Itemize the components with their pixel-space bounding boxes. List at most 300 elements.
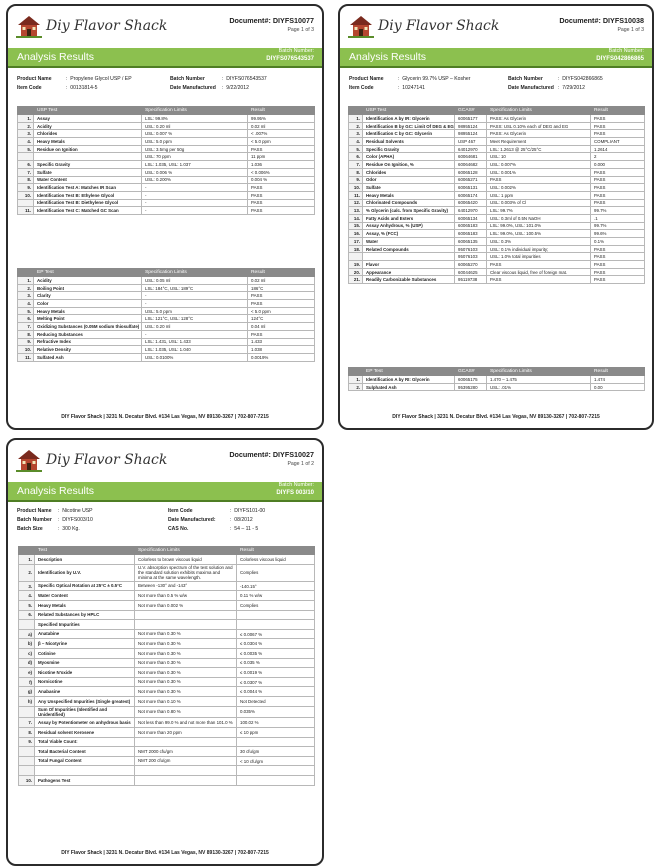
brand-name: Diy Flavor Shack (378, 18, 500, 34)
table-cell (135, 620, 237, 630)
table-cell: 0.02 ml (248, 277, 315, 285)
test-name: Identification A by RI: Glycerin (363, 376, 455, 384)
table-cell: < 0.006% (248, 168, 315, 176)
table-cell: USL: 0.003% of Cl (487, 199, 591, 207)
row-number: 7. (18, 168, 34, 176)
test-name: Assay (34, 115, 142, 123)
table-cell: - (142, 184, 248, 192)
table-cell: 60065183 (455, 222, 487, 230)
table-row (18, 300, 315, 308)
row-number: 6. (18, 161, 34, 169)
table-cell (135, 775, 237, 785)
table-cell: USL: 1 ppm (487, 191, 591, 199)
column-header: GCAS# (455, 107, 487, 115)
table-cell: Not more than 0.30 % (135, 687, 237, 697)
table-cell: 0.000 (591, 161, 645, 169)
table-cell (237, 737, 315, 747)
table-cell: 1.2614 (591, 145, 645, 153)
section-title: Analysis Results (17, 51, 95, 63)
table-cell: < 5.0 ppm (248, 307, 315, 315)
table-cell: .1 (591, 214, 645, 222)
table-cell: 60065131 (455, 184, 487, 192)
row-number: 18. (349, 245, 363, 253)
table-cell: Not more than 0.002 % (135, 601, 237, 611)
table-cell: 64012970 (455, 145, 487, 153)
table-row (19, 668, 315, 678)
info-value: : Nicotine USP (58, 508, 93, 514)
info-label: Date Manufactured (508, 85, 554, 91)
table-row (19, 775, 315, 785)
test-name: Identification by U.V. (35, 564, 135, 581)
test-name: Sulfate (34, 168, 142, 176)
row-number: 8. (18, 176, 34, 184)
row-number: 4. (19, 591, 35, 601)
row-number: 5. (349, 145, 363, 153)
table-cell: USL: 0.20 ml (142, 122, 248, 130)
row-number (19, 706, 35, 718)
test-name: Sulfated Ash (34, 353, 142, 361)
row-number: 10. (18, 191, 34, 199)
table-cell: PASS (591, 168, 645, 176)
table-cell: USL: 0.002% (487, 184, 591, 192)
info-label: Item Code (349, 85, 374, 91)
table-row (18, 307, 315, 315)
test-name: Flavor (363, 261, 455, 269)
info-value: : 54 – 11 - 5 (230, 526, 259, 532)
test-name: Chlorides (363, 168, 455, 176)
info-value: : 08/2012 (230, 517, 253, 523)
test-name: Relative Density (34, 346, 142, 354)
row-number: g) (19, 687, 35, 697)
row-number: 1. (349, 115, 363, 123)
column-header (18, 107, 34, 115)
column-header: Specification Limits (487, 107, 591, 115)
table-cell: 99.7% (591, 207, 645, 215)
info-label: Product Name (349, 76, 384, 82)
table-cell: Not more than 20 ppm (135, 727, 237, 737)
table-cell: ≤ 0.0307 % (237, 677, 315, 687)
table-cell: -140.15° (237, 581, 315, 591)
table-cell: ≤ 0.0019 % (237, 668, 315, 678)
row-number: 3. (19, 581, 35, 591)
table-row (18, 338, 315, 346)
table-row (18, 277, 315, 285)
test-name: Specific Optical Rotation at 25°C ± 0.5°C (35, 581, 135, 591)
test-name: Clarity (34, 292, 142, 300)
table-cell: PASS (248, 207, 315, 215)
shack-logo-icon (348, 14, 374, 38)
table-cell: LSL: 121°C, USL: 128°C (142, 315, 248, 323)
info-label: Batch Number (508, 76, 543, 82)
row-number: 1. (349, 376, 363, 384)
info-value: : DIYFS042866865 (558, 76, 603, 82)
table-cell (135, 737, 237, 747)
test-name: Residue On Ignition, % (363, 161, 455, 169)
row-number: 2. (19, 564, 35, 581)
coa-propylene-glycol (6, 4, 324, 430)
test-name (35, 766, 135, 776)
table-cell: 60064682 (455, 161, 487, 169)
table-cell: PASS (591, 268, 645, 276)
table-row (19, 677, 315, 687)
table-cell: 60065271 (455, 176, 487, 184)
table-row (19, 727, 315, 737)
table-cell: 60065135 (455, 238, 487, 246)
row-number: 16. (349, 230, 363, 238)
row-number: e) (19, 668, 35, 678)
table-row (349, 276, 645, 284)
batch-label: Batch Number: (278, 482, 314, 488)
test-name: Nornicotine (35, 677, 135, 687)
table-cell: ≤ 0.0304 % (237, 639, 315, 649)
column-header: USP Test (34, 107, 142, 115)
table-cell: Not more than 0.5 % w/w (135, 591, 237, 601)
column-header (349, 107, 363, 115)
test-name: Total Bacterial Content (35, 747, 135, 757)
document-header (8, 440, 322, 482)
table-cell: Meet Requirement (487, 138, 591, 146)
table-cell: USL: 0.007 % (142, 130, 248, 138)
table-cell: USL: 3.5mg per 50g (142, 145, 248, 153)
row-number: 4. (18, 138, 34, 146)
row-number: 5. (18, 307, 34, 315)
section-title: Analysis Results (349, 51, 427, 63)
table-cell: Colorless to brown viscous liquid (135, 555, 237, 565)
column-header: EP Test (34, 269, 142, 277)
table-cell: 60065128 (455, 168, 487, 176)
test-name: Identification B by GC: Limit Of DEG & EG (363, 122, 455, 130)
batch-label: Batch Number: (608, 48, 644, 54)
table-row (19, 706, 315, 718)
table-row (349, 238, 645, 246)
table-cell: Not more than 0.30 % (135, 639, 237, 649)
table-cell: PASS (591, 199, 645, 207)
table-cell: USL: 5.0 ppm (142, 307, 248, 315)
table-row (349, 191, 645, 199)
table-cell: PASS (248, 191, 315, 199)
table-row (349, 253, 645, 261)
usp-test-table (348, 106, 645, 284)
test-name: Residue on Ignition (34, 145, 142, 153)
table-cell: ≤ 0.035 % (237, 658, 315, 668)
test-name: Identification C by GC: Glycerin (363, 130, 455, 138)
row-number: 4. (349, 138, 363, 146)
table-cell: 95395280 (455, 383, 487, 391)
info-value: : 10247141 (398, 85, 425, 91)
test-name: Water Content (35, 591, 135, 601)
row-number: 6. (19, 610, 35, 620)
table-row (349, 214, 645, 222)
table-cell: LSL: 1.431, USL: 1.433 (142, 338, 248, 346)
table-cell: PASS (591, 276, 645, 284)
table-cell: USL: .01% (487, 383, 591, 391)
document-number: Document#: DIYFS10077 (229, 16, 314, 25)
row-number: a) (19, 629, 35, 639)
row-number: c) (19, 648, 35, 658)
row-number: 9. (18, 184, 34, 192)
table-cell: Between -130° and -143° (135, 581, 237, 591)
table-cell: 99.6% (591, 230, 645, 238)
table-row (19, 620, 315, 630)
row-number: 6. (18, 315, 34, 323)
table-cell: PASS (248, 199, 315, 207)
row-number (18, 199, 34, 207)
table-cell: Not more than 0.10 % (135, 696, 237, 706)
row-number: 8. (18, 330, 34, 338)
test-name: Identification Test B: Ethylene Glycol (34, 191, 142, 199)
test-name: Chlorides (34, 130, 142, 138)
table-cell: 95076103 (455, 253, 487, 261)
table-row (19, 601, 315, 611)
row-number (19, 620, 35, 630)
row-number: 3. (18, 292, 34, 300)
table-cell: 60065175 (455, 376, 487, 384)
table-cell: 0.00 (591, 383, 645, 391)
section-title: Analysis Results (17, 485, 95, 497)
table-cell: PASS (248, 330, 315, 338)
footer-address: DIY Flavor Shack | 3231 N. Decatur Blvd. #134 Las Vegas, NV 89130-3267 | 702-807-7215 (61, 850, 269, 856)
info-value: : 9/22/2012 (222, 85, 249, 91)
table-cell: < 5.0 ppm (248, 138, 315, 146)
table-cell: USL: 0.0100% (142, 353, 248, 361)
table-cell: 60064681 (455, 153, 487, 161)
row-number: 1. (19, 555, 35, 565)
table-row (19, 696, 315, 706)
table-cell: PASS (591, 253, 645, 261)
info-label: Date Manufactured: (168, 517, 216, 523)
row-number: 7. (349, 161, 363, 169)
table-cell: 95119738 (455, 276, 487, 284)
column-header: Result (591, 368, 645, 376)
product-info (8, 68, 322, 104)
table-row (18, 284, 315, 292)
footer-address: DIY Flavor Shack | 3231 N. Decatur Blvd. #134 Las Vegas, NV 89130-3267 | 702-807-7215 (392, 414, 600, 420)
table-cell: - (142, 330, 248, 338)
table-cell (237, 775, 315, 785)
table-row (18, 153, 315, 161)
table-cell: USL: 0.007% (487, 161, 591, 169)
table-row (19, 718, 315, 728)
table-row (19, 756, 315, 766)
info-label: Item Code (168, 508, 193, 514)
shack-logo-icon (16, 448, 42, 472)
table-row (349, 383, 645, 391)
table-row (18, 199, 315, 207)
table-row (18, 353, 315, 361)
table-cell: ≤ 0.0035 % (237, 648, 315, 658)
table-row (19, 639, 315, 649)
table-row (349, 261, 645, 269)
table-row (18, 323, 315, 331)
table-cell: < .007% (248, 130, 315, 138)
table-row (349, 122, 645, 130)
table-cell: PASS (248, 145, 315, 153)
table-header-row (349, 107, 645, 115)
table-cell: PASS: As Glycerin (487, 130, 591, 138)
test-name: Specific Gravity (34, 161, 142, 169)
info-value: : 300 Kg. (58, 526, 80, 532)
row-number: 21. (349, 276, 363, 284)
table-cell: USL: 70 ppm (142, 153, 248, 161)
table-cell: Not more than 0.80 % (135, 706, 237, 718)
row-number: 3. (349, 130, 363, 138)
info-label: Product Name (17, 76, 52, 82)
test-name: Heavy Metals (34, 307, 142, 315)
document-header (340, 6, 652, 48)
test-name: Description (35, 555, 135, 565)
info-value: : DIYFS003/10 (58, 517, 93, 523)
row-number (19, 766, 35, 776)
info-label: CAS No. (168, 526, 189, 532)
row-number: 13. (349, 207, 363, 215)
table-row (19, 581, 315, 591)
table-cell: 0.04 ml (248, 323, 315, 331)
row-number (18, 153, 34, 161)
table-row (349, 145, 645, 153)
row-number: 9. (18, 338, 34, 346)
test-name: Total Viable Count: (35, 737, 135, 747)
table-row (18, 330, 315, 338)
column-header: Specification Limits (487, 368, 591, 376)
row-number: 10. (19, 775, 35, 785)
column-header: Specification Limits (135, 547, 237, 555)
table-cell: 100.02 % (237, 718, 315, 728)
test-name: Odor (363, 176, 455, 184)
table-cell: Not more than 0.30 % (135, 648, 237, 658)
test-name: β – Nicotyrine (35, 639, 135, 649)
table-row (18, 184, 315, 192)
table-row (19, 591, 315, 601)
table-cell: PASS (591, 122, 645, 130)
test-name: Acidity (34, 122, 142, 130)
product-info (340, 68, 652, 104)
table-cell: NMT 200 cfu/gm (135, 756, 237, 766)
usp-test-table (17, 106, 315, 215)
table-row (349, 245, 645, 253)
table-cell: PASS (487, 276, 591, 284)
table-cell: 64012970 (455, 207, 487, 215)
test-name: Melting Point (34, 315, 142, 323)
test-name: Anatabine (35, 629, 135, 639)
table-row (18, 115, 315, 123)
test-name: Fatty Acids and Esters (363, 214, 455, 222)
table-cell: USL: 0.200% (142, 176, 248, 184)
column-header: EP Test (363, 368, 455, 376)
test-name: Anabasine (35, 687, 135, 697)
table-cell: ≤ 0.0067 % (237, 629, 315, 639)
brand-name: Diy Flavor Shack (46, 18, 168, 34)
row-number: 20. (349, 268, 363, 276)
table-cell: PASS (591, 191, 645, 199)
table-cell: PASS: As Glycerin (487, 115, 591, 123)
table-cell: USL: 0.3ml of 0.5N NaOH (487, 214, 591, 222)
table-cell: PASS (487, 176, 591, 184)
test-name: Specified Impurities (35, 620, 135, 630)
table-cell: 0.11 % w/w (237, 591, 315, 601)
table-cell: 1.036 (248, 161, 315, 169)
table-cell: PASS (591, 245, 645, 253)
test-name: Heavy Metals (363, 191, 455, 199)
table-cell: PASS (591, 261, 645, 269)
table-cell: LSL: 99.0%, USL: 101.0% (487, 222, 591, 230)
page-number: Page 1 of 3 (617, 27, 644, 33)
test-name: Oxidizing Substances (0.05M sodium thiosulfate) (34, 323, 142, 331)
document-number: Document#: DIYFS10038 (559, 16, 644, 25)
batch-value: DIYFS 003/10 (276, 490, 314, 496)
test-name: Color (APHA) (363, 153, 455, 161)
table-cell: USL: 0.20 ml (142, 323, 248, 331)
batch-value: DIYFS042866865 (596, 56, 644, 62)
coa-glycerin (338, 4, 654, 430)
table-cell: LSL: 1.035, USL: 1.037 (142, 161, 248, 169)
test-name: Cotinine (35, 648, 135, 658)
table-cell: NMT 2000 cfu/gm (135, 747, 237, 757)
test-name: Specific Gravity (363, 145, 455, 153)
test-name (363, 253, 455, 261)
document-number: Document#: DIYFS10027 (229, 450, 314, 459)
row-number: 1. (18, 115, 34, 123)
table-row (18, 122, 315, 130)
test-name: Heavy Metals (34, 138, 142, 146)
table-row (18, 346, 315, 354)
table-cell: - (142, 207, 248, 215)
nicotine-test-table (18, 546, 315, 786)
row-number (349, 253, 363, 261)
table-cell: LSL: 99.8% (142, 115, 248, 123)
column-header (349, 368, 363, 376)
test-name: Residual Solvents (363, 138, 455, 146)
row-number: 2. (349, 122, 363, 130)
test-name: Color (34, 300, 142, 308)
table-cell: USL: 0.001% (487, 168, 591, 176)
table-row (19, 747, 315, 757)
row-number: 12. (349, 199, 363, 207)
row-number: 1. (18, 277, 34, 285)
row-number: 8. (349, 168, 363, 176)
table-row (19, 658, 315, 668)
table-cell: LSL: 1.035, USL: 1.040 (142, 346, 248, 354)
test-name: Identification Test C: Matched GC Scan (34, 207, 142, 215)
batch-label: Batch Number: (278, 48, 314, 54)
test-name: Appearance (363, 268, 455, 276)
table-cell: 60065134 (455, 214, 487, 222)
table-row (18, 161, 315, 169)
row-number: 10. (18, 346, 34, 354)
row-number: 2. (18, 122, 34, 130)
table-row (19, 629, 315, 639)
test-name: Nicotine N'oxide (35, 668, 135, 678)
test-name: Chlorinated Compounds (363, 199, 455, 207)
table-row (18, 207, 315, 215)
row-number: 5. (19, 601, 35, 611)
table-cell: 98955124 (455, 130, 487, 138)
table-row (18, 292, 315, 300)
document-header (8, 6, 322, 48)
table-cell: 98955124 (455, 122, 487, 130)
row-number: 7. (19, 718, 35, 728)
table-cell: 95076103 (455, 245, 487, 253)
info-value: : 00131814-5 (66, 85, 98, 91)
table-row (349, 207, 645, 215)
table-cell: USL: 0.05 ml (142, 277, 248, 285)
info-label: Date Manufactured (170, 85, 216, 91)
table-cell: LSL: 99.7% (487, 207, 591, 215)
table-cell: 0.02 ml (248, 122, 315, 130)
table-cell: PASS (248, 300, 315, 308)
table-cell: 186°C (248, 284, 315, 292)
table-cell (237, 610, 315, 620)
table-cell: 60065177 (455, 115, 487, 123)
